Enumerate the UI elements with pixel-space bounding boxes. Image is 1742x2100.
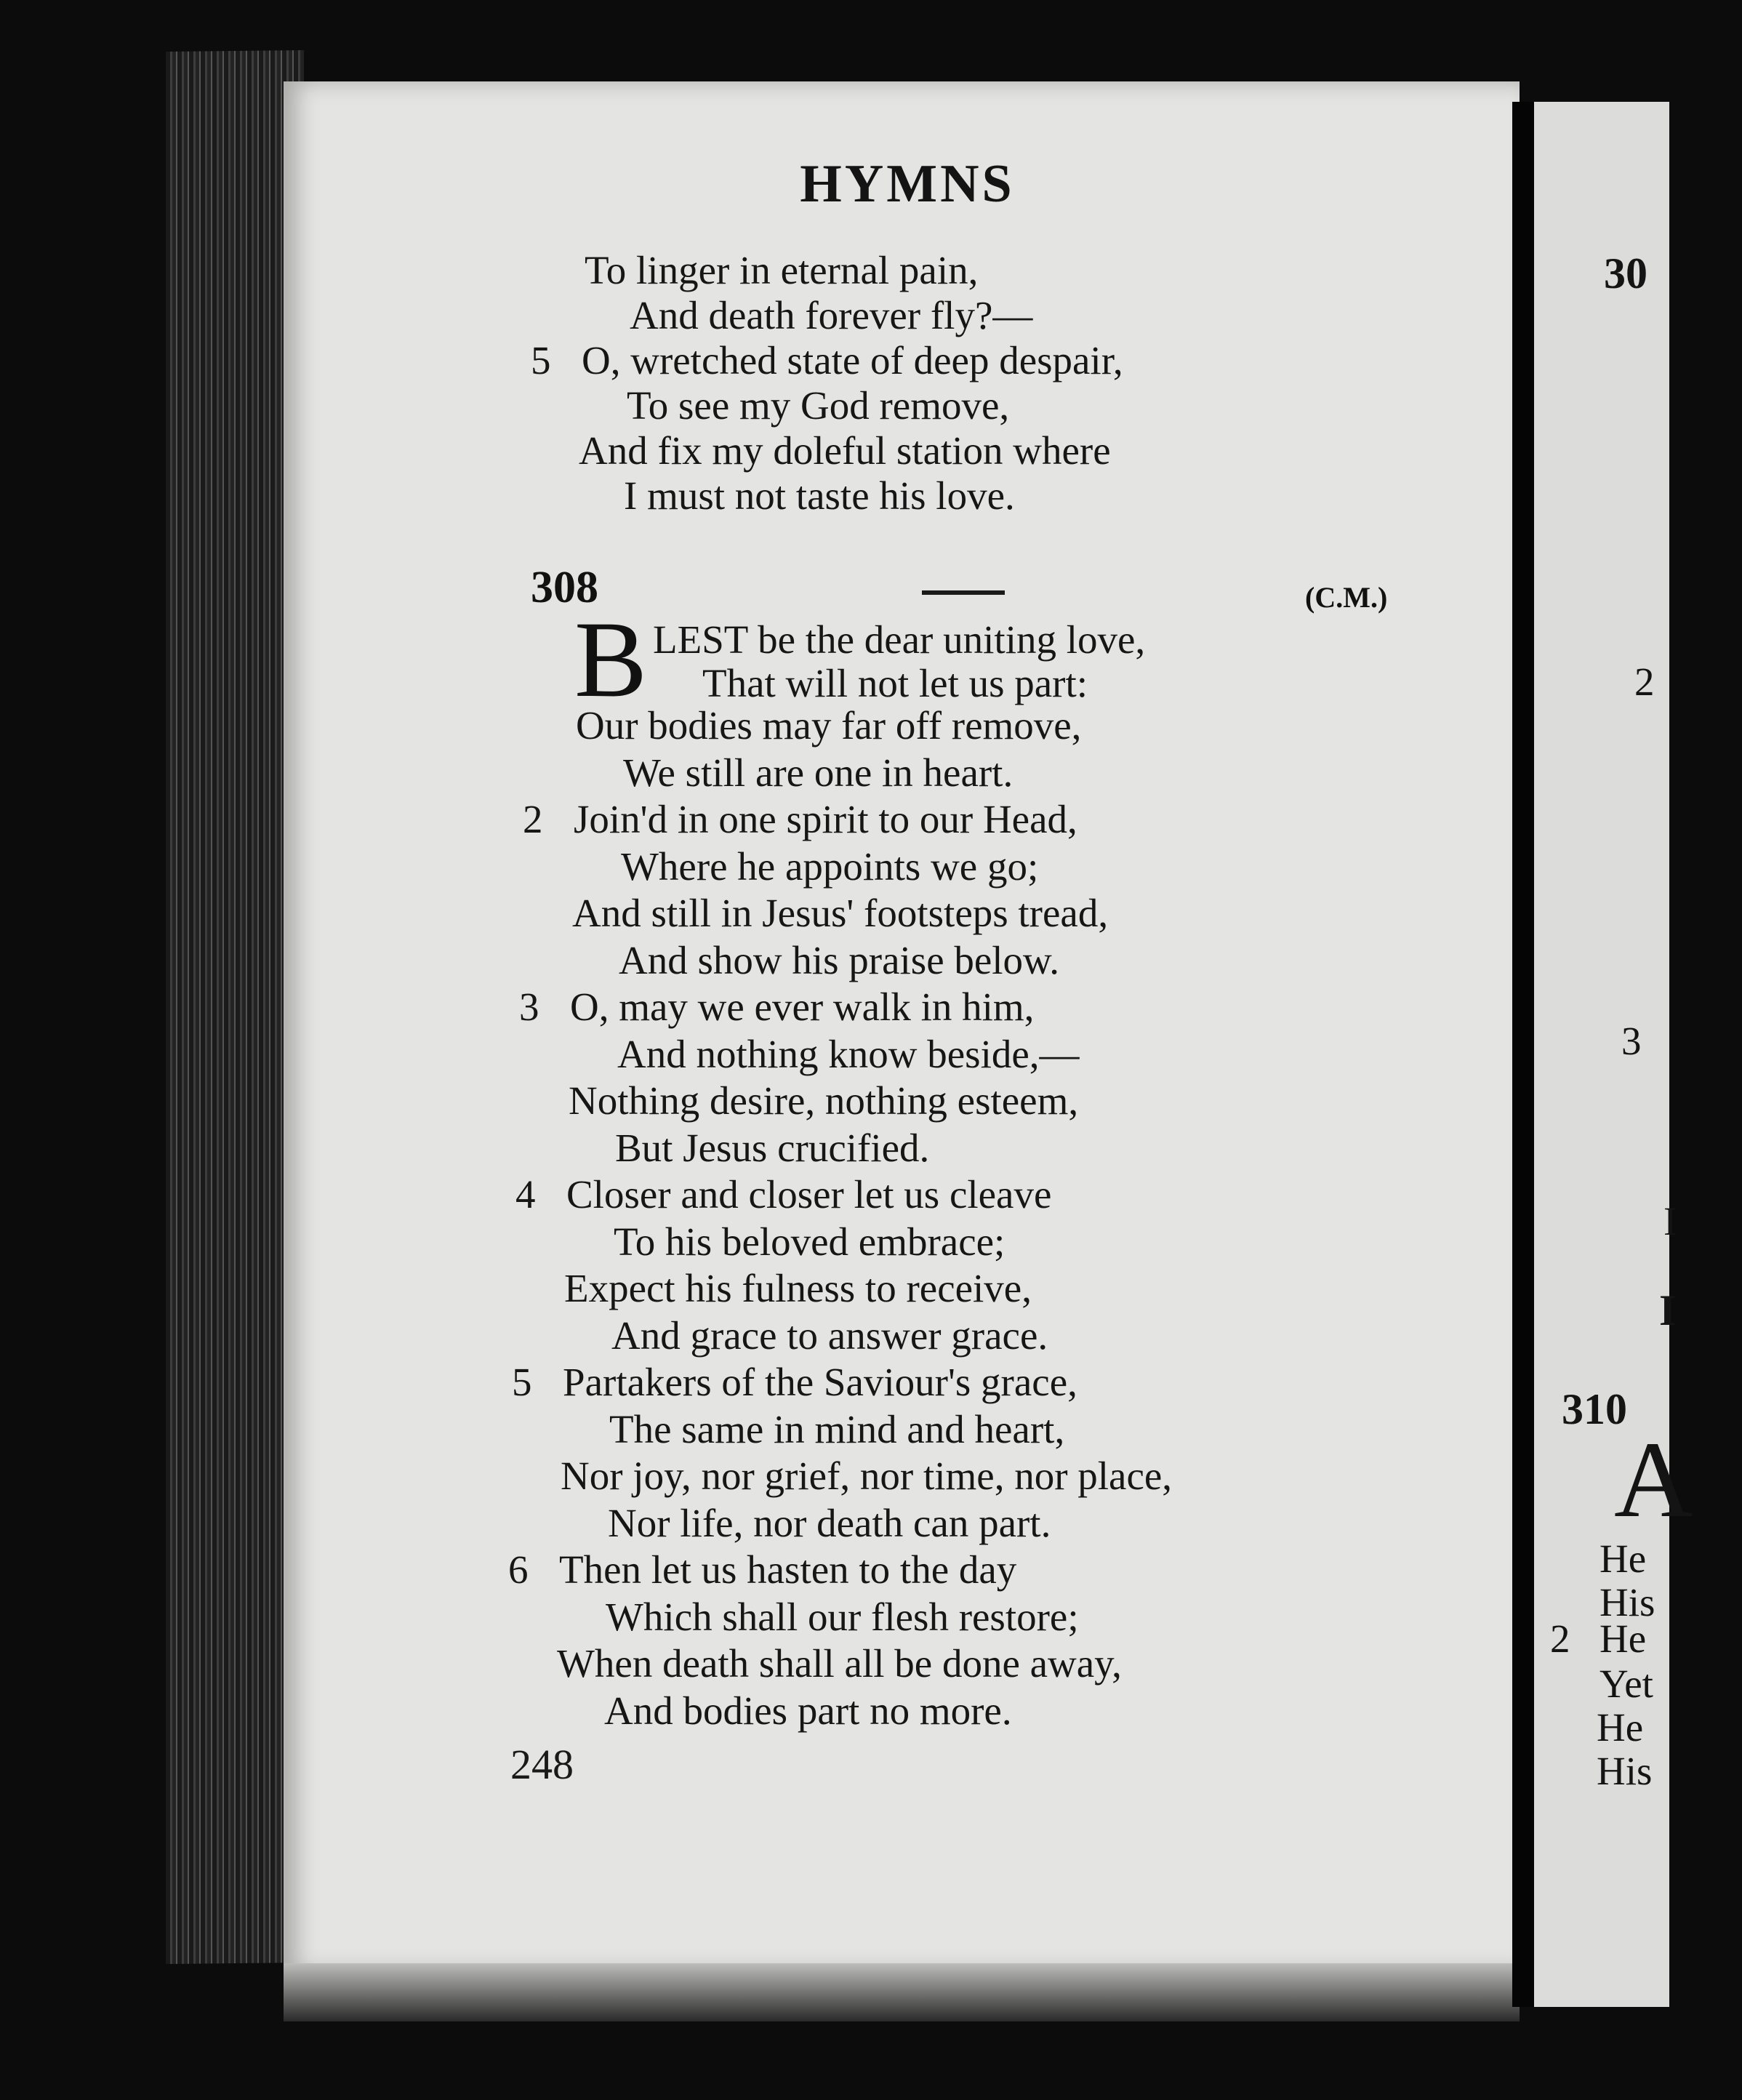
hymn-divider-rule: [922, 590, 1005, 595]
page-bottom-shadow: [284, 1963, 1520, 2021]
verse-line: When death shall all be done away,: [557, 1641, 1122, 1686]
verse-line: To linger in eternal pain,: [585, 248, 979, 292]
hymn-meter: (C.M.): [1305, 581, 1388, 614]
verse-line: Which shall our flesh restore;: [606, 1594, 1079, 1639]
verse-line: O, wretched state of deep despair,: [582, 338, 1123, 382]
hymn-number: 308: [531, 563, 598, 612]
verse-line: Join'd in one spirit to our Head,: [574, 797, 1077, 841]
verse-line: Nothing desire, nothing esteem,: [569, 1078, 1079, 1123]
verse-line: We still are one in heart.: [623, 750, 1014, 795]
right-page-fragment: I: [1663, 1199, 1677, 1243]
verse-line: Our bodies may far off remove,: [576, 703, 1082, 748]
right-page-line: His: [1599, 1580, 1655, 1624]
verse-line: O, may we ever walk in him,: [570, 985, 1035, 1029]
verse-line: Nor joy, nor grief, nor time, nor place,: [561, 1454, 1173, 1498]
verse-line: Closer and closer let us cleave: [566, 1172, 1052, 1217]
right-page-verse-2b: 2: [1550, 1616, 1570, 1661]
hymn-second-line: That will not let us part:: [702, 661, 1088, 705]
verse-line: Then let us hasten to the day: [559, 1547, 1017, 1592]
verse-line: And nothing know beside,—: [617, 1031, 1080, 1076]
verse-line: And bodies part no more.: [604, 1688, 1012, 1733]
right-page-line: He: [1597, 1705, 1644, 1750]
verse-line: I must not taste his love.: [624, 473, 1015, 518]
right-page-line: His: [1597, 1749, 1653, 1793]
book-gutter: [1512, 102, 1534, 2007]
verse-line: And fix my doleful station where: [579, 428, 1111, 473]
right-page-drop-cap: A: [1614, 1419, 1693, 1540]
verse-line: And death forever fly?—: [630, 293, 1033, 337]
right-page-line: He: [1599, 1616, 1647, 1661]
verse-line: And grace to answer grace.: [611, 1312, 1048, 1358]
verse-number: 3: [519, 985, 539, 1029]
right-page-line: He: [1599, 1536, 1647, 1581]
verse-line: And show his praise below.: [619, 937, 1059, 982]
verse-line: But Jesus crucified.: [615, 1125, 930, 1170]
verse-line: To see my God remove,: [627, 383, 1010, 428]
verse-line: Where he appoints we go;: [621, 843, 1039, 889]
verse-line: And still in Jesus' footsteps tread,: [572, 891, 1109, 935]
verse-number: 2: [523, 797, 543, 841]
right-page-hymn-number: 30: [1604, 249, 1647, 297]
verse-line: The same in mind and heart,: [609, 1406, 1065, 1451]
right-page-verse-3: 3: [1621, 1019, 1642, 1063]
running-head: HYMNS: [800, 154, 1015, 214]
verse-line: To his beloved embrace;: [614, 1219, 1006, 1264]
verse-number: 5: [512, 1360, 532, 1404]
drop-cap: B: [574, 599, 648, 720]
page-number: 248: [510, 1741, 574, 1788]
verse-number: 6: [508, 1547, 529, 1592]
verse-line: Expect his fulness to receive,: [564, 1266, 1032, 1310]
verse-line: Nor life, nor death can part.: [608, 1500, 1051, 1545]
hymn-first-line: LEST be the dear uniting love,: [653, 617, 1146, 662]
right-page-line: Yet: [1599, 1662, 1653, 1706]
right-page-verse-2: 2: [1634, 660, 1655, 704]
right-page-fragment-bold: I: [1659, 1286, 1677, 1334]
verse-number: 4: [515, 1172, 536, 1217]
verse-line: Partakers of the Saviour's grace,: [563, 1360, 1077, 1404]
verse-number: 5: [531, 338, 551, 382]
right-page-hymn-310: 310: [1562, 1385, 1627, 1433]
